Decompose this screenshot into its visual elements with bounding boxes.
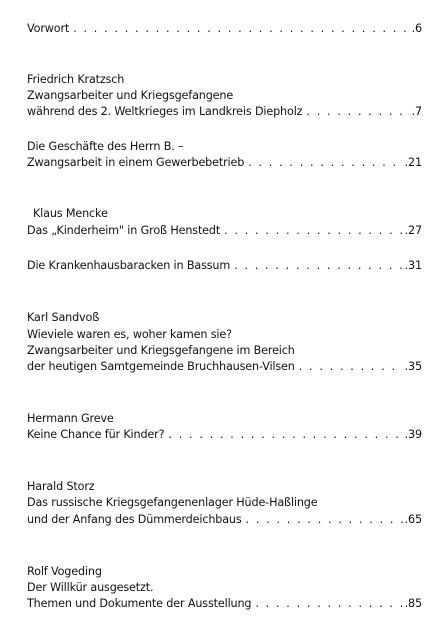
entry-title: Das „Kinderheim" in Groß Henstedt [27, 224, 221, 237]
author-name: Harald Storz [27, 480, 95, 493]
page-number: .39 [404, 428, 422, 441]
toc-entry-vorwort [27, 22, 422, 36]
dot-leader [248, 156, 402, 170]
page-number: .35 [404, 360, 422, 373]
toc-entry-kratzsch-1 [27, 105, 422, 119]
page-number: .31 [404, 259, 422, 272]
dot-leader [73, 22, 409, 36]
page-number: .85 [404, 597, 422, 610]
dot-leader [234, 259, 403, 273]
entry-title-line: Die Geschäfte des Herrn B. – [27, 140, 184, 153]
author-name: Hermann Greve [27, 412, 114, 425]
dot-leader [255, 597, 402, 611]
dot-leader [168, 428, 402, 442]
author-name: Rolf Vogeding [27, 565, 102, 578]
dot-leader [306, 105, 409, 119]
page-number: .65 [404, 513, 422, 526]
toc-entry-sandvoss [27, 360, 422, 374]
entry-title: Keine Chance für Kinder? [27, 428, 165, 441]
dot-leader [299, 360, 403, 374]
dot-leader [246, 513, 403, 527]
page-number: .27 [404, 224, 422, 237]
toc-entry-mencke-1 [27, 224, 422, 238]
entry-title: Zwangsarbeit in einem Gewerbebetrieb [27, 156, 245, 169]
author-name: Karl Sandvoß [27, 311, 100, 324]
toc-entry-greve [27, 428, 422, 442]
entry-title: Die Krankenhausbaracken in Bassum [27, 259, 231, 272]
entry-title: der heutigen Samtgemeinde Bruchhausen-Vilsen [27, 360, 295, 373]
toc-entry-kratzsch-2 [27, 156, 422, 170]
author-name: Klaus Mencke [33, 207, 108, 220]
dot-leader [224, 224, 403, 238]
entry-title-line: Zwangsarbeiter und Kriegsgefangene [27, 89, 234, 102]
author-name: Friedrich Kratzsch [27, 73, 125, 86]
entry-title: während des 2. Weltkrieges im Landkreis Diepholz [27, 105, 303, 118]
entry-title-line: Zwangsarbeiter und Kriegsgefangene im Bereich [27, 344, 295, 357]
toc-entry-storz [27, 513, 422, 527]
page-number: .7 [411, 105, 422, 118]
page-number: .21 [404, 156, 422, 169]
entry-title-line: Der Willkür ausgesetzt. [27, 581, 154, 594]
entry-title: und der Anfang des Dümmerdeichbaus [27, 513, 242, 526]
entry-title-line: Das russische Kriegsgefangenenlager Hüde-Haßlinge [27, 496, 318, 509]
page-number: .6 [411, 22, 422, 35]
entry-title: Themen und Dokumente der Ausstellung [27, 597, 252, 610]
toc-entry-mencke-2 [27, 259, 422, 273]
entry-title-line: Wieviele waren es, woher kamen sie? [27, 328, 232, 341]
entry-title: Vorwort [27, 22, 70, 35]
toc-entry-vogeding [27, 597, 422, 611]
